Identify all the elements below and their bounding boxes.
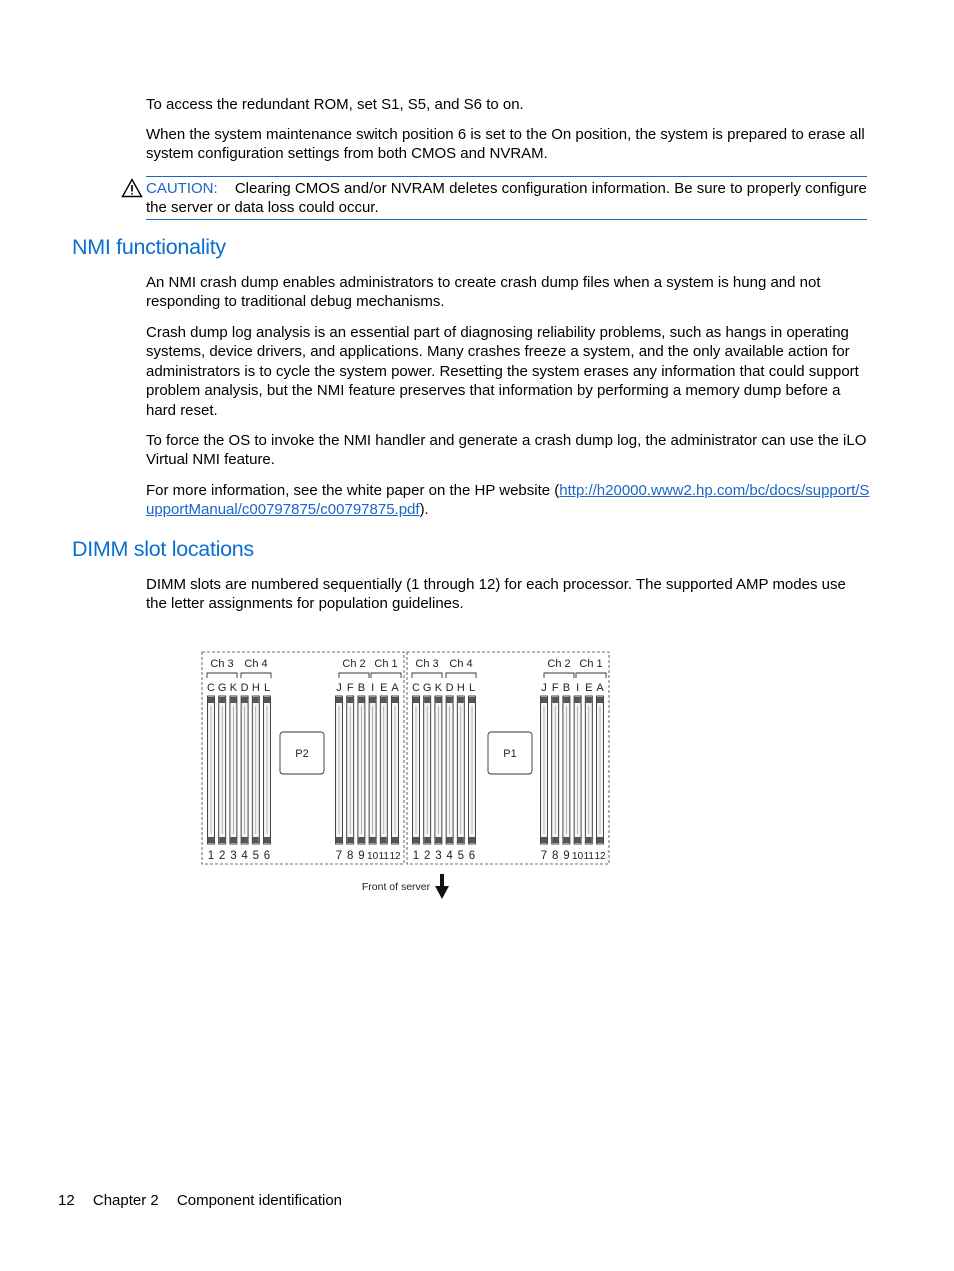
channel-label: Ch 2 <box>547 658 571 670</box>
slot-letter: A <box>596 682 604 694</box>
slot-letter: B <box>562 682 571 694</box>
slot-number: 7 <box>335 850 343 862</box>
channel-label: Ch 3 <box>415 658 439 670</box>
slot-number: 5 <box>457 850 465 862</box>
dimm-latch-top <box>597 697 603 703</box>
dimm-latch-top <box>358 697 364 703</box>
channel-bracket <box>339 673 369 678</box>
slot-number: 5 <box>252 850 260 862</box>
paragraph-switch6: When the system maintenance switch position 6 is set to the On position, the system is prepared to erase all system configuration settings from both CMOS and NVRAM. <box>146 126 865 163</box>
slot-letter: H <box>456 682 465 694</box>
slot-letter: C <box>412 682 420 694</box>
channel-bracket <box>544 673 574 678</box>
dimm-latch-bottom <box>242 837 248 843</box>
slot-number: 7 <box>540 850 548 862</box>
dimm-latch-top <box>370 697 376 703</box>
dimm-latch-top <box>458 697 464 703</box>
slot-number: 8 <box>551 850 559 862</box>
dimm-latch-bottom <box>370 837 376 843</box>
warning-icon <box>121 178 143 198</box>
slot-letter: H <box>251 682 260 694</box>
paragraph-dimm-1: DIMM slots are numbered sequentially (1 through 12) for each processor. The supported AMP modes use the letter assignments for population guidelines. <box>146 576 846 613</box>
footer-title: Component identification <box>176 1192 343 1209</box>
slot-number: 3 <box>435 850 442 862</box>
dimm-latch-top <box>253 697 259 703</box>
dimm-latch-bottom <box>586 837 592 843</box>
caution-box <box>146 176 867 220</box>
slot-number: 3 <box>230 850 237 862</box>
dimm-latch-top <box>541 697 547 703</box>
channel-bracket <box>371 673 401 678</box>
dimm-latch-top <box>219 697 225 703</box>
dimm-latch-bottom <box>541 837 547 843</box>
slot-number: 4 <box>241 850 248 862</box>
dimm-latch-top <box>347 697 353 703</box>
front-arrow-shaft <box>440 874 444 888</box>
dimm-latch-bottom <box>264 837 270 843</box>
slot-letter: D <box>445 682 454 694</box>
dimm-latch-top <box>242 697 248 703</box>
slot-letter: E <box>585 682 593 694</box>
dimm-latch-bottom <box>597 837 603 843</box>
channel-bracket <box>446 673 476 678</box>
page-number: 12 <box>58 1192 75 1209</box>
dimm-latch-top <box>392 697 398 703</box>
slot-letter: F <box>551 682 559 694</box>
dimm-latch-top <box>469 697 475 703</box>
slot-letter: F <box>346 682 354 694</box>
paragraph-nmi-4 <box>146 481 870 520</box>
footer-chapter: Chapter 2 <box>92 1192 159 1209</box>
dimm-latch-bottom <box>435 837 441 843</box>
channel-label: Ch 3 <box>210 658 234 670</box>
slot-letter: J <box>541 682 547 694</box>
slot-letter: E <box>380 682 388 694</box>
dimm-latch-top <box>208 697 214 703</box>
slot-number: 12 <box>594 851 606 862</box>
slot-number: 8 <box>346 850 354 862</box>
paragraph-nmi-3: To force the OS to invoke the NMI handler and generate a crash dump log, the administrator can use the iLO Virtual NMI feature. <box>146 432 867 469</box>
channel-label: Ch 4 <box>449 658 473 670</box>
dimm-latch-top <box>563 697 569 703</box>
dimm-slot-diagram <box>196 648 616 906</box>
slot-number: 12 <box>389 851 401 862</box>
dimm-latch-top <box>552 697 558 703</box>
slot-letter: J <box>336 682 342 694</box>
slot-number: 6 <box>263 850 271 862</box>
processor-label: P1 <box>503 748 517 760</box>
slot-number: 10 <box>572 851 584 862</box>
front-of-server-label: Front of server <box>361 881 431 893</box>
heading-nmi: NMI functionality <box>72 235 226 259</box>
dimm-latch-bottom <box>447 837 453 843</box>
caution-text: Clearing CMOS and/or NVRAM deletes configuration information. Be sure to properly configure the server or data loss could occur. <box>146 180 867 217</box>
dimm-latch-bottom <box>347 837 353 843</box>
dimm-latch-top <box>447 697 453 703</box>
channel-bracket <box>576 673 606 678</box>
slot-number: 11 <box>583 851 594 862</box>
paragraph-nmi-4-suffix: ). <box>419 501 429 519</box>
page-footer <box>58 1192 356 1209</box>
paragraph-nmi-1: An NMI crash dump enables administrators to create crash dump files when a system is hung and not responding to traditional debug mechanisms. <box>146 274 821 311</box>
dimm-latch-bottom <box>253 837 259 843</box>
channel-label: Ch 1 <box>374 658 398 670</box>
caution-label: CAUTION: <box>146 180 218 197</box>
channel-label: Ch 2 <box>342 658 366 670</box>
slot-number: 10 <box>367 851 379 862</box>
slot-letter: G <box>422 682 432 694</box>
dimm-latch-bottom <box>392 837 398 843</box>
slot-letter: A <box>391 682 399 694</box>
dimm-latch-bottom <box>381 837 387 843</box>
slot-letter: D <box>240 682 249 694</box>
paragraph-rom: To access the redundant ROM, set S1, S5, and S6 to on. <box>146 96 524 113</box>
dimm-latch-bottom <box>358 837 364 843</box>
dimm-latch-bottom <box>575 837 581 843</box>
slot-number: 2 <box>218 850 226 862</box>
dimm-latch-top <box>435 697 441 703</box>
dimm-latch-bottom <box>469 837 475 843</box>
slot-number: 1 <box>207 850 215 862</box>
dimm-latch-top <box>264 697 270 703</box>
slot-letter: L <box>468 682 476 694</box>
channel-label: Ch 1 <box>579 658 603 670</box>
slot-letter: L <box>263 682 271 694</box>
paragraph-nmi-4-prefix: For more information, see the white paper on the HP website ( <box>146 482 560 499</box>
slot-number: 6 <box>468 850 476 862</box>
slot-number: 4 <box>446 850 453 862</box>
dimm-latch-top <box>413 697 419 703</box>
front-arrow-icon <box>435 886 449 899</box>
dimm-latch-bottom <box>336 837 342 843</box>
channel-label: Ch 4 <box>244 658 268 670</box>
paragraph-nmi-2: Crash dump log analysis is an essential part of diagnosing reliability problems, such as hangs in operating systems, device drivers, and applications. Many crashes freeze a system, and the only available action for administrators is to cycle the system power. Resetting the system erases any information that could support problem analysis, but the NMI feature preserves that information by performing a memory dump before a hard reset. <box>146 324 859 419</box>
dimm-latch-bottom <box>563 837 569 843</box>
slot-letter: I <box>371 682 375 694</box>
dimm-latch-bottom <box>424 837 430 843</box>
heading-dimm: DIMM slot locations <box>72 537 254 561</box>
slot-letter: K <box>434 682 443 694</box>
dimm-latch-top <box>575 697 581 703</box>
dimm-latch-bottom <box>413 837 419 843</box>
dimm-latch-bottom <box>208 837 214 843</box>
dimm-latch-top <box>586 697 592 703</box>
channel-bracket <box>207 673 237 678</box>
slot-number: 9 <box>563 850 570 862</box>
dimm-latch-top <box>381 697 387 703</box>
slot-letter: G <box>217 682 227 694</box>
slot-number: 9 <box>358 850 365 862</box>
slot-number: 11 <box>378 851 389 862</box>
slot-letter: I <box>576 682 580 694</box>
dimm-latch-bottom <box>552 837 558 843</box>
dimm-latch-bottom <box>458 837 464 843</box>
slot-letter: B <box>357 682 366 694</box>
dimm-latch-bottom <box>230 837 236 843</box>
dimm-latch-bottom <box>219 837 225 843</box>
channel-bracket <box>241 673 271 678</box>
dimm-latch-top <box>230 697 236 703</box>
dimm-latch-top <box>336 697 342 703</box>
hp-whitepaper-link[interactable]: http://h20000.www2.hp.com/bc/docs/support/SupportManual/c00797875/c00797875.pdf <box>146 482 870 519</box>
slot-letter: K <box>229 682 238 694</box>
channel-bracket <box>412 673 442 678</box>
slot-letter: C <box>207 682 215 694</box>
processor-label: P2 <box>295 748 309 760</box>
slot-number: 1 <box>412 850 420 862</box>
slot-number: 2 <box>423 850 431 862</box>
dimm-latch-top <box>424 697 430 703</box>
